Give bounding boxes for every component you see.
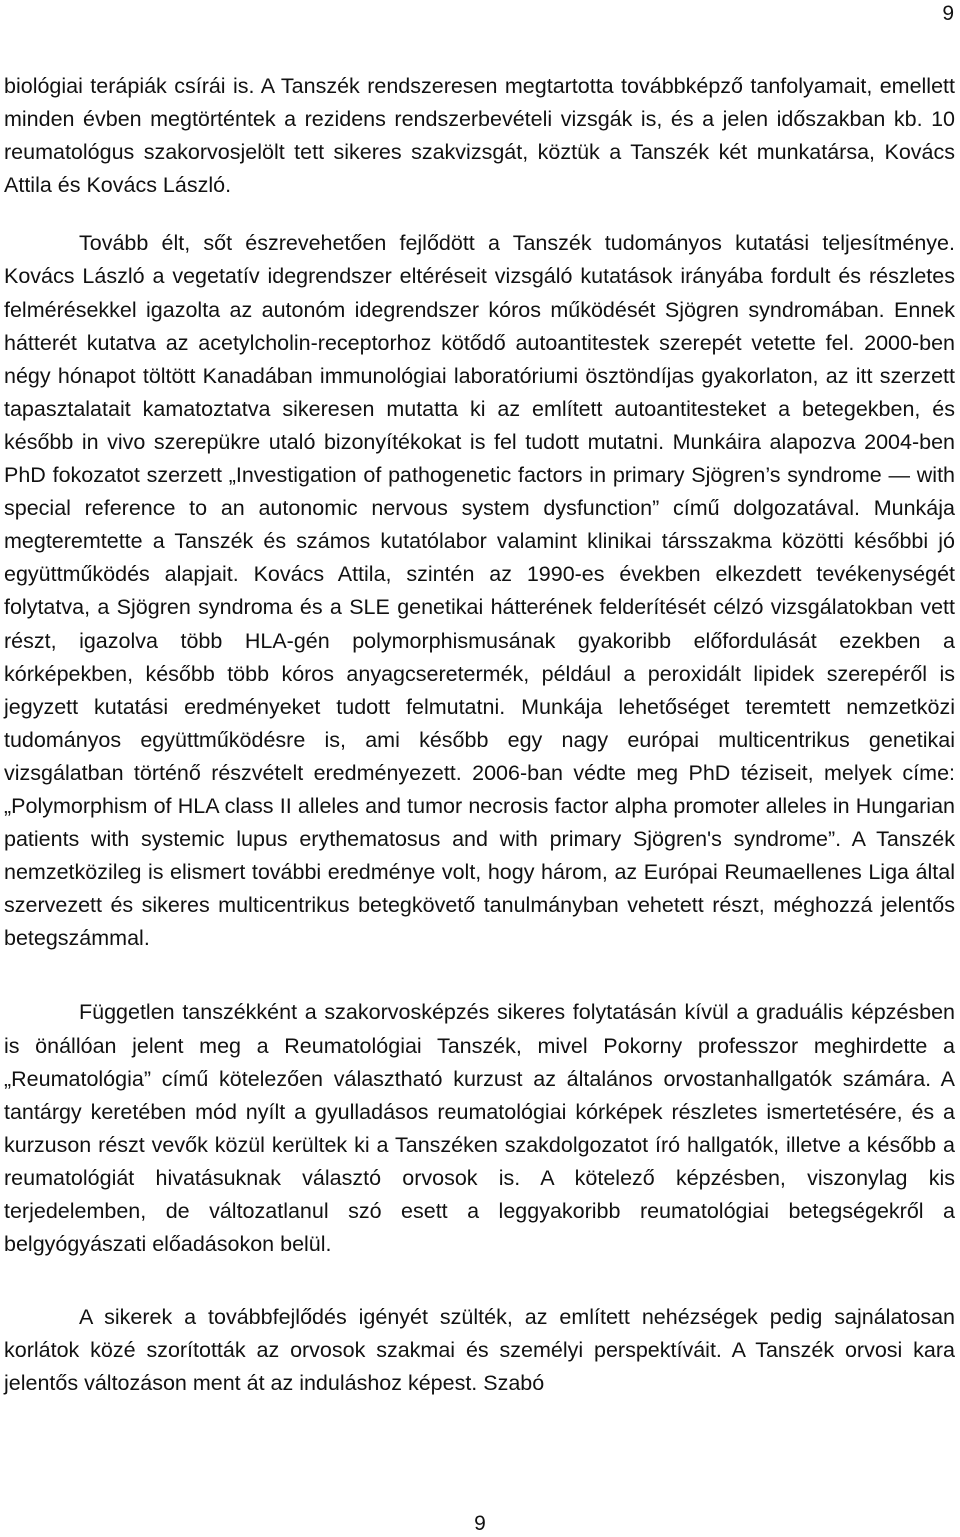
paragraph-gap — [4, 202, 955, 227]
paragraph-2: Tovább élt, sőt észrevehetően fejlődött a Tanszék tudományos kutatási teljesítménye. Kovács László a vegetatív idegrendszer eltéréseit vizsgáló kutatások irányába fordult és részletes felmérésekkel igazolta az autonóm idegrendszer kóros működését Sjögren syndromában. Ennek hátterét kutatva az acetylcholin-receptorhoz kötődő autoantitestek szerepét vetette fel. 2000-ben négy hónapot töltött Kanadában immunológiai laboratóriumi ösztöndíjas gyakorlaton, az itt szerzett tapasztalatait kamatoztatva sikeresen mutatta ki az említett autoantitesteket a betegekben, és később in vivo szerepükre utaló bizonyítékokat is fel tudott mutatni. Munkáira alapozva 2004-ben PhD fokozatot szerzett „Investigation of pathogenetic factors in primary Sjögren’s syndrome — with special reference to an autonomic nervous system dysfunction” című dolgozatával. Munkája megteremtette a Tanszék és számos kutatólabor valamint klinikai társszakma közötti későbbi jó együttműködés alapjait. Kovács Attila, szintén az 1990-es években elkezdett tevékenységét folytatva, a Sjögren syndroma és a SLE genetikai hátterének felderítését célzó vizsgálatokban vett részt, igazolva több HLA-gén polymorphismusának gyakoribb előfordulását ezekben a kórképekben, később több kóros anyagcseretermék, például a peroxidált lipidek szerepéről is jegyzett kutatási eredményeket tudott felmutatni. Munkája lehetőséget teremtett nemzetközi tudományos együttműködésre is, ami később egy nagy európai multicentrikus genetikai vizsgálatban történő részvételt eredményezett. 2006-ban védte meg PhD téziseit, melyek címe: „Polymorphism of HLA class II alleles and tumor necrosis factor alpha promoter alleles in Hungarian patients with systemic lupus erythematosus and with primary Sjögren's syndrome”. A Tanszék nemzetközileg is elismert további eredménye volt, hogy három, az Európai Reumaellenes Liga által szervezett és sikeres multicentrikus betegkövető tanulmányban vehetett részt, méghozzá jelentős betegszámmal. — [4, 231, 955, 951]
paragraph-4: A sikerek a továbbfejlődés igényét szülték, az említett nehézségek pedig sajnálatosan korlátok közé szorították az orvosok szakmai és személyi perspektíváit. A Tanszék orvosi kara jelentős változáson ment át az induláshoz képest. Szabó — [4, 1305, 955, 1396]
page-number-bottom: 9 — [474, 1512, 486, 1535]
paragraph-3: Független tanszékként a szakorvosképzés sikeres folytatásán kívül a graduális képzésben is önállóan jelent meg a Reumatológiai Tanszék, mivel Pokorny professzor meghirdette a „Reumatológia” című kötelezően választható kurzust az általános orvostanhallgatók számára. A tantárgy keretében mód nyílt a gyulladásos reumatológiai kórképek részletes ismertetésére, és a kurzuson részt vevők közül kerültek ki a Tanszéken szakdolgozatot író hallgatók, illetve a később a reumatológiát hivatásuknak választó orvosok is. A kötelező képzésben, viszonylag kis terjedelemben, de változatlanul szó esett a leggyakoribb reumatológiai betegségekről a belgyógyászati előadásokon belül. — [4, 1000, 955, 1257]
paragraph-gap — [4, 955, 955, 996]
page-number-top: 9 — [942, 2, 954, 25]
document-body — [4, 70, 955, 1400]
paragraph-1: biológiai terápiák csírái is. A Tanszék rendszeresen megtartotta továbbképző tanfolyamait, emellett minden évben megtörténtek a rezidens rendszerbevételi vizsgák is, és a jelen időszakban kb. 10 reumatológus szakorvosjelölt tett sikeres szakvizsgát, köztük a Tanszék két munkatársa, Kovács Attila és Kovács László. — [4, 74, 955, 198]
paragraph-gap — [4, 1261, 955, 1301]
